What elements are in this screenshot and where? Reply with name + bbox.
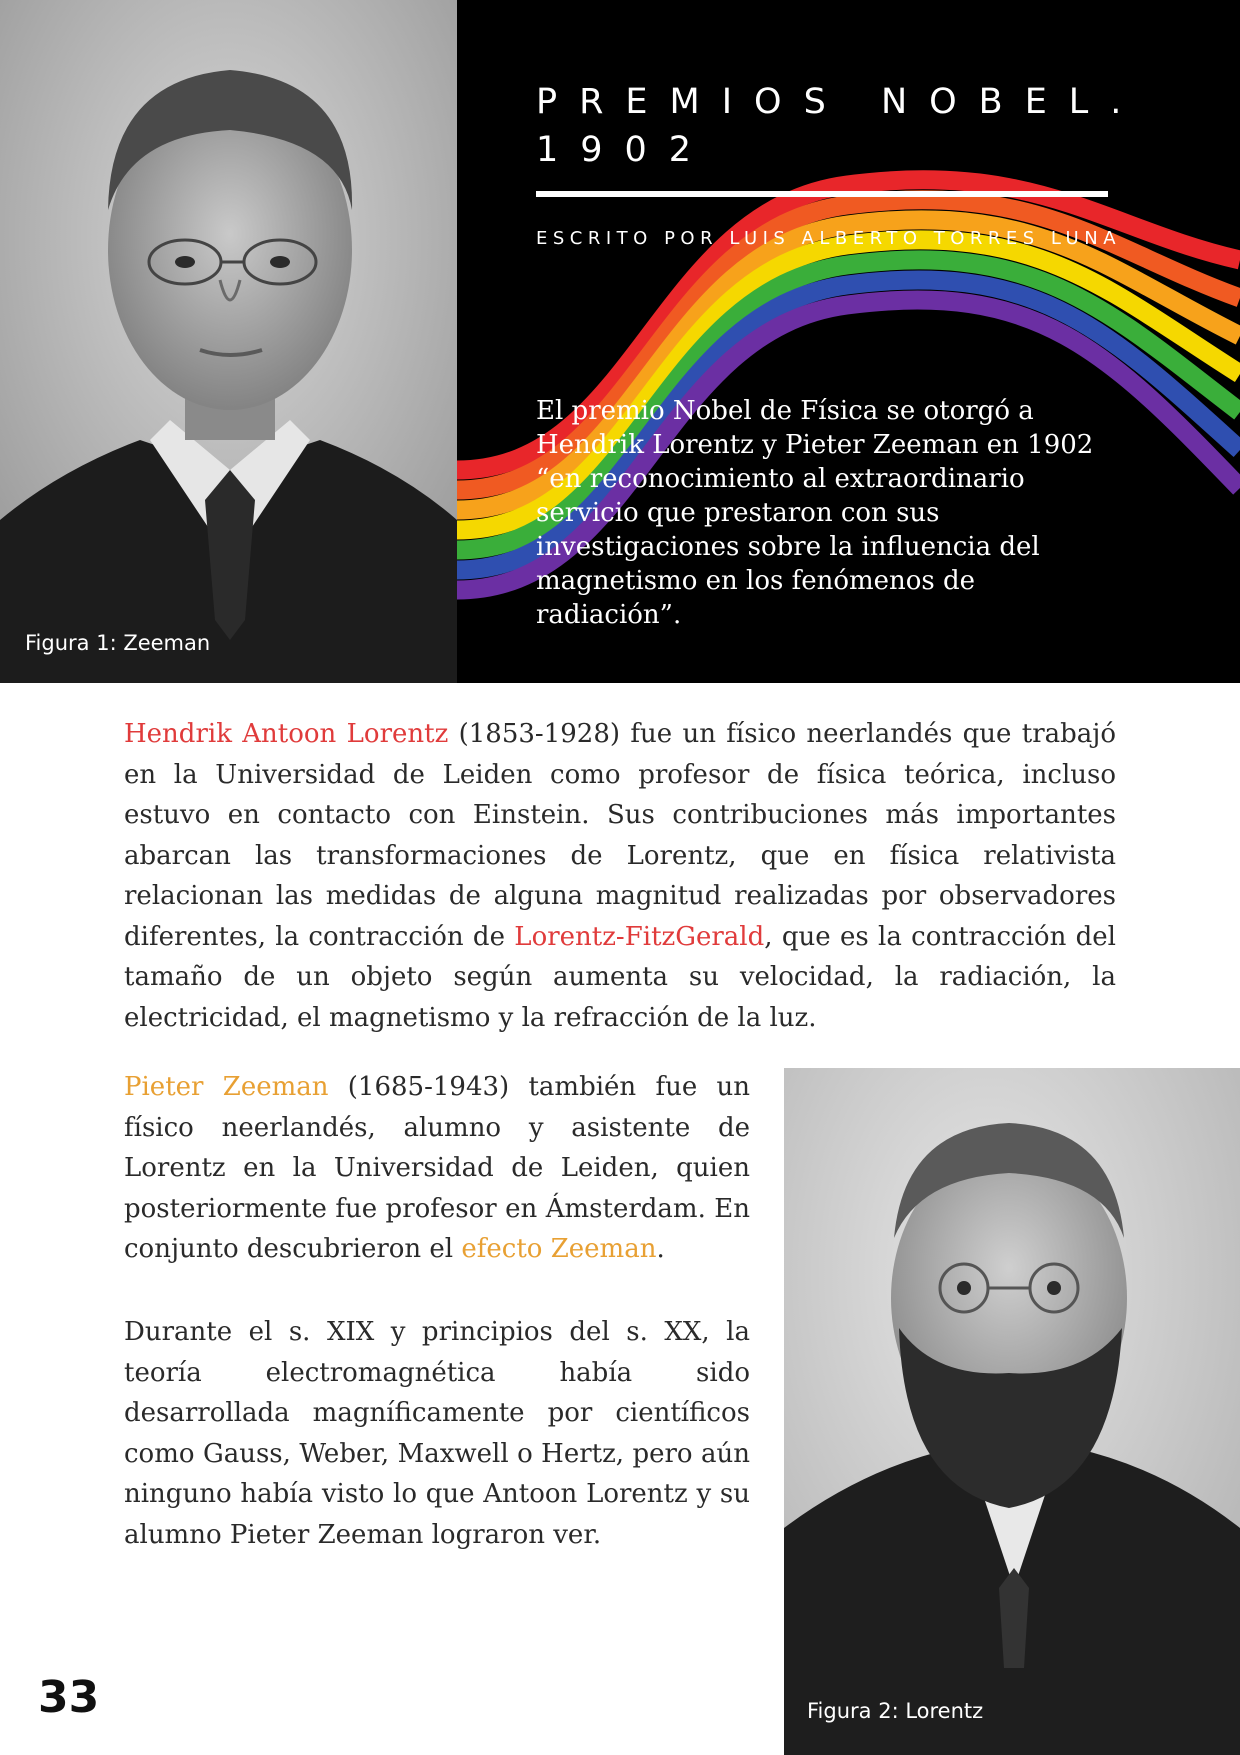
- page-number: 33: [38, 1672, 100, 1723]
- lorentz-paragraph-text-a: (1853-1928) fue un físico neerlandés que trabajó en la Universidad de Leiden como profesor de física teórica, incluso estuvo en contacto con Einstein. Sus contribuciones más importantes abarcan las transformaciones de Lorentz, que en física relativista relacionan las medidas de alguna magnitud realizadas por observadores diferentes, la contracción de: [124, 719, 1117, 952]
- zeeman-portrait-image: [0, 0, 457, 683]
- lorentz-paragraph: [124, 714, 1116, 1038]
- lorentz-name-highlight: Hendrik Antoon Lorentz: [124, 719, 449, 749]
- article-title-year: 1902: [536, 130, 714, 170]
- zeeman-paragraph-text-b: .: [656, 1234, 665, 1264]
- article-author: ESCRITO POR LUIS ALBERTO TORRES LUNA: [536, 228, 1122, 249]
- history-paragraph: Durante el s. XIX y principios del s. XX, la teoría electromagnética había sido desarrollada magníficamente por científicos como Gauss, Weber, Maxwell o Hertz, pero aún ninguno había visto lo que Antoon Lorentz y su alumno Pieter Zeeman lograron ver.: [124, 1317, 750, 1550]
- lorentz-portrait-photo: [784, 1068, 1240, 1755]
- zeeman-figure-caption: Figura 1: Zeeman: [25, 631, 211, 655]
- article-title-line1: PREMIOS NOBEL.: [536, 82, 1144, 122]
- title-divider: [536, 191, 1108, 197]
- zeeman-name-highlight: Pieter Zeeman: [124, 1072, 329, 1102]
- title-banner: [457, 0, 1240, 683]
- zeeman-effect-link[interactable]: efecto Zeeman: [461, 1234, 657, 1264]
- lorentz-fitzgerald-link[interactable]: Lorentz-FitzGerald: [514, 921, 765, 952]
- article-summary: El premio Nobel de Física se otorgó a Hendrik Lorentz y Pieter Zeeman en 1902 “en reconocimiento al extraordinario servicio que prestaron con sus investigaciones sobre la influencia del magnetismo en los fenómenos de radiación”.: [536, 396, 1094, 630]
- lorentz-figure-caption: Figura 2: Lorentz: [807, 1699, 984, 1723]
- lorentz-paragraph-text-b: , que es la contracción del tamaño de un objeto según aumenta su velocidad, la radiación, la electricidad, el magnetismo y la refracción de la luz.: [124, 921, 1116, 1033]
- lorentz-portrait-image: [784, 1068, 1240, 1755]
- zeeman-paragraph-text-a: (1685-1943) también fue un físico neerlandés, alumno y asistente de Lorentz en la Universidad de Leiden, quien posteriormente fue profesor en Ámsterdam. En conjunto descubrieron el: [124, 1072, 751, 1264]
- article-title: [536, 78, 1143, 174]
- zeeman-paragraph: [124, 1067, 750, 1270]
- zeeman-portrait-photo: [0, 0, 457, 683]
